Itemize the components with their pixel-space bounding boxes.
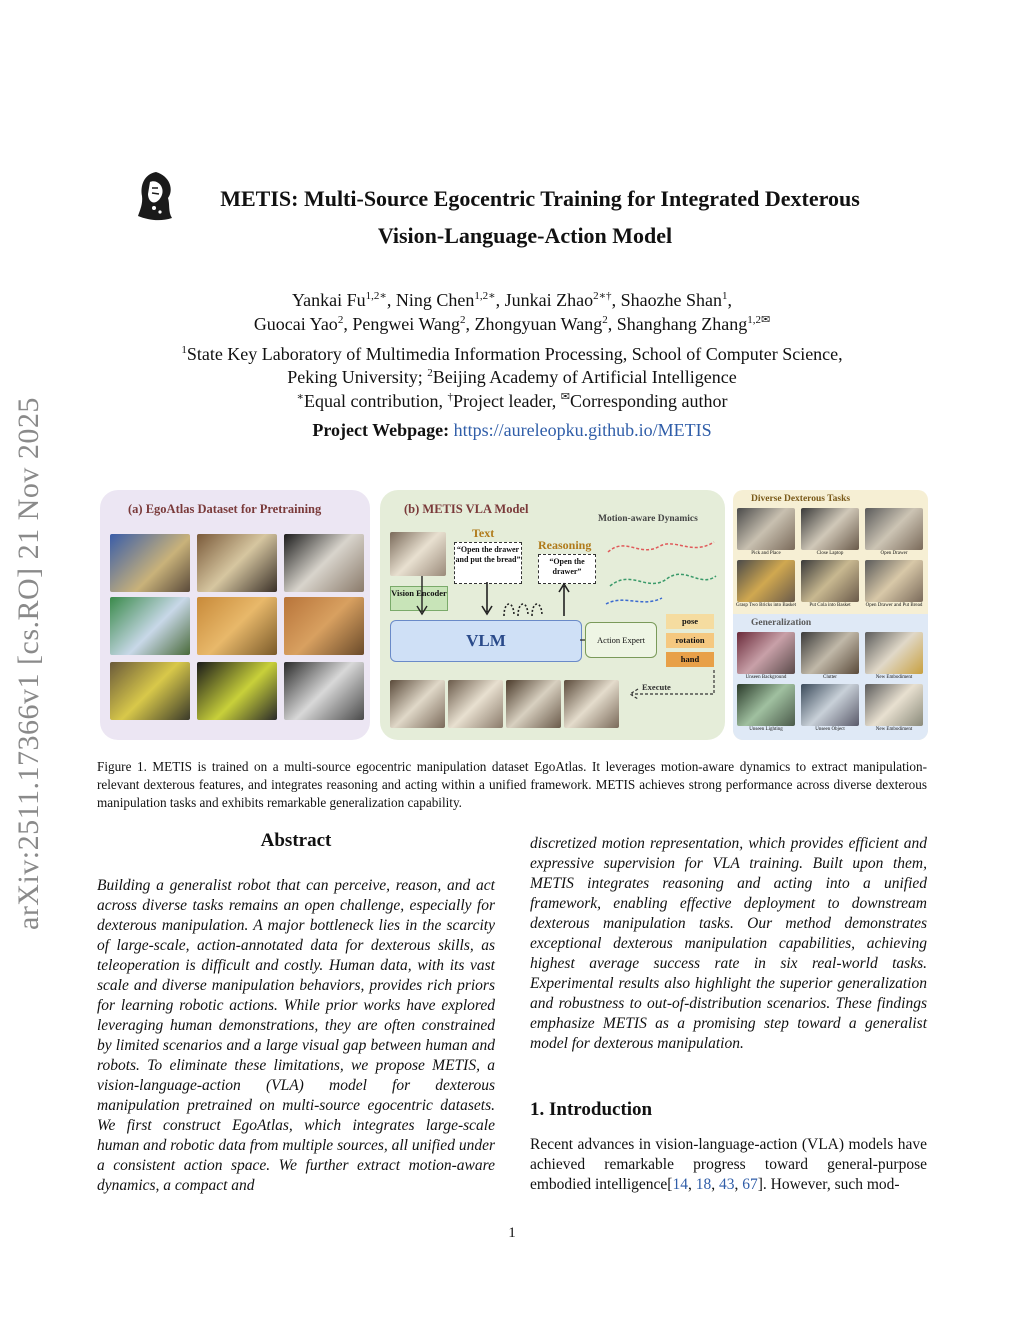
panel-metis-model [380,490,725,740]
action-expert-block: Action Expert [585,622,657,658]
motion-dynamics-label: Motion-aware Dynamics [598,514,698,524]
author-affil: 1 [722,290,728,302]
corr-mark: ✉ [560,391,570,403]
author-affil: 2∗† [593,290,612,302]
diverse-tasks-title: Diverse Dexterous Tasks [751,494,851,504]
intro-text: Recent advances in vision-language-action (VLA) models have achieved remarkable progress toward general-purpose embodied intelligence[ [530,1136,927,1193]
generalization-label: Unseen Lighting [749,727,783,732]
author-line-1: Yankai $Fu^{1,2∗}$, Ning Chen$^{1,2∗}$, Junkai Zhao$^{2∗\dagger}$, Shaozhe Shan$^1$, [291,290,733,310]
motion-trajectories-icon [602,528,720,610]
affil-mark: 1 [181,344,187,356]
project-link[interactable]: https://aureleopku.github.io/METIS [453,420,712,440]
author-name: Yankai Fu [291,290,366,310]
dataset-image [284,662,364,720]
figure-1 [100,490,928,742]
arxiv-stamp: arXiv:2511.17366v1 [cs.RO] 21 Nov 2025 [12,397,45,930]
author-name: Zhongyuan Wang [474,314,603,334]
generalization-label: Unseen Object [815,727,845,732]
dataset-image [284,534,364,592]
dataset-image [197,597,277,655]
generalization-label: New Embodiment [875,727,913,732]
task-image [737,508,795,550]
citation-link[interactable]: 43 [718,1176,735,1193]
contribution-note [100,389,924,413]
task-label: Pick and Place [751,551,781,556]
project-webpage [100,418,924,442]
generalization-image [865,684,923,726]
task-label: Grasp Two Bricks into Basket [735,603,797,608]
task-label: Close Laptop [816,551,844,556]
intro-heading: 1. Introduction [530,1099,653,1120]
affiliation-line-1 [100,342,924,366]
task-label: Open Drawer and Put Bread [865,603,923,608]
rollout-frame [448,680,503,728]
reasoning-label: Reasoning [538,538,592,552]
citation-link[interactable]: 67 [742,1176,758,1193]
affiliation-text: State Key Laboratory of Multimedia Information Processing, School of Computer Science, [186,344,843,364]
arrow-up-icon [558,582,570,620]
task-label: Open Drawer [880,551,908,556]
text-label: Text [472,526,495,540]
vision-encoder-box: Vision Encoder [390,586,448,611]
affil-mark: 2 [427,367,433,379]
generalization-label: Unseen Background [745,675,787,680]
corr-text: Corresponding author [569,391,728,411]
author-name: Junkai Zhao [504,290,594,310]
paper-title-line2: Vision-Language-Action Model [377,223,673,248]
panel-egoatlas [100,490,370,740]
panel-results [733,490,928,740]
dataset-image [110,597,190,655]
generalization-image [801,632,859,674]
rollout-frame [506,680,561,728]
hand-token: hand [666,652,714,667]
author-name: Guocai Yao [253,314,338,334]
pose-token: pose [666,614,714,629]
generalization-image [737,684,795,726]
dataset-image [197,662,277,720]
abstract-heading: Abstract [260,830,332,851]
intro-paragraph: Recent advances in vision-language-action (VLA) models have achieved remarkable progress toward general-purpose embodied intelligence[14, 18, 43, 67]. However, such mod- [530,1136,927,1193]
text-prompt-box: “Open the drawer and put the bread” [454,542,522,584]
author-affil: 1,2∗ [474,290,496,302]
figure-caption: Figure 1. METIS is trained on a multi-source egocentric manipulation dataset EgoAtlas. It leverages motion-aware dynamics to extract manipulation-relevant dexterous features, and integrates reasoning and acting within a unified framework. METIS achieves strong performance across diverse dexterous manipulation tasks and exhibits remarkable generalization capability. [97,759,927,810]
generalization-image [865,632,923,674]
task-label: Put Cola into Basket [809,603,851,608]
task-image [737,560,795,602]
execute-arrow-icon [628,670,718,706]
rollout-frame [390,680,445,728]
arrow-down-icon [481,582,493,620]
author-name: Shanghang Zhang [616,314,748,334]
author-line-2: Guocai Yao$^2$, Pengwei Wang$^2$, Zhongyuan Wang$^2$, Shanghang Zhang$^{1,2✉}$ [253,314,771,334]
page-number: 1 [508,1225,516,1241]
generalization-image [737,632,795,674]
abstract-text-right: discretized motion representation, which provides efficient and expressive supervision for VLA training. Built upon them, METIS integrates reasoning and acting into a unified framework, enabling effective deployment to downstream dexterous manipulation tasks. Our method demonstrates exceptional dexterous manipulation capabilities, achieving highest average success rate in six real-world tasks. Experimental results also highlight the superior generalization and robustness to out-of-distribution scenarios. These findings emphasize METIS as a promising step toward a generalist model for dexterous manipulation. [530,835,927,1052]
author-name: Pengwei Wang [352,314,461,334]
execute-label: Execute [642,682,671,692]
autoregressive-loop-icon [500,596,550,618]
author-affil: 2 [337,314,344,326]
leader-mark: † [447,391,454,403]
author-affil: 1,2∗ [365,290,387,302]
dataset-image [110,534,190,592]
reasoning-output-box: “Open the drawer” [538,554,596,584]
affiliation-text: Peking University; [287,367,428,387]
dataset-image [197,534,277,592]
generalization-image [801,684,859,726]
generalization-label: Clutter [823,675,837,680]
task-image [801,508,859,550]
equal-mark: ∗ [296,391,305,403]
author-name: Ning Chen [395,290,475,310]
author-name: Shaozhe Shan [620,290,723,310]
task-image [865,560,923,602]
project-label: Project Webpage: [312,420,450,440]
equal-text: Equal contribution, [304,391,448,411]
affiliation-line-2 [100,365,924,389]
citation-link[interactable]: 14 [672,1176,688,1193]
task-image [865,508,923,550]
paper-title-line1: METIS: Multi-Source Egocentric Training for Integrated Dexterous [220,186,860,211]
generalization-label: New Embodiment [875,675,913,680]
panel-b-title: (b) METIS VLA Model [404,502,529,516]
affiliation-text: Beijing Academy of Artificial Intelligence [432,367,737,387]
author-affil: 2 [602,314,608,326]
panel-a-title: (a) EgoAtlas Dataset for Pretraining [128,502,322,516]
intro-text: ]. However, such mod- [757,1176,900,1193]
arrow-down-icon [416,576,428,620]
task-image [801,560,859,602]
dataset-image [284,597,364,655]
author-affil: 1,2✉ [747,314,771,326]
author-affil: 2 [460,314,466,326]
vlm-block: VLM [390,620,582,662]
citation-link[interactable]: 18 [695,1176,712,1193]
input-observation-image [390,532,446,576]
rollout-frame [564,680,619,728]
generalization-title: Generalization [751,618,812,628]
leader-text: Project leader, [453,391,561,411]
dataset-image [110,662,190,720]
rotation-token: rotation [666,633,714,648]
abstract-text-left: Building a generalist robot that can perceive, reason, and act across diverse tasks remains an open challenge, especially for dexterous manipulation. A major bottleneck lies in the scarcity of large-scale, action-annotated data for dexterous skills, as teleoperation is difficult and costly. Human data, with its vast scale and diverse manipulation behaviors, provides rich priors for learning robotic actions. While prior works have explored leveraging human demonstrations, they are often constrained by limited scenarios and a large visual gap between human and robots. To eliminate these limitations, we propose METIS, a vision-language-action (VLA) model for dexterous manipulation pretrained on multi-source egocentric datasets. We first construct EgoAtlas, which integrates large-scale human and robotic data from multiple sources, all unified under a consistent action space. We further extract motion-aware dynamics, a compact and [97,877,495,1194]
